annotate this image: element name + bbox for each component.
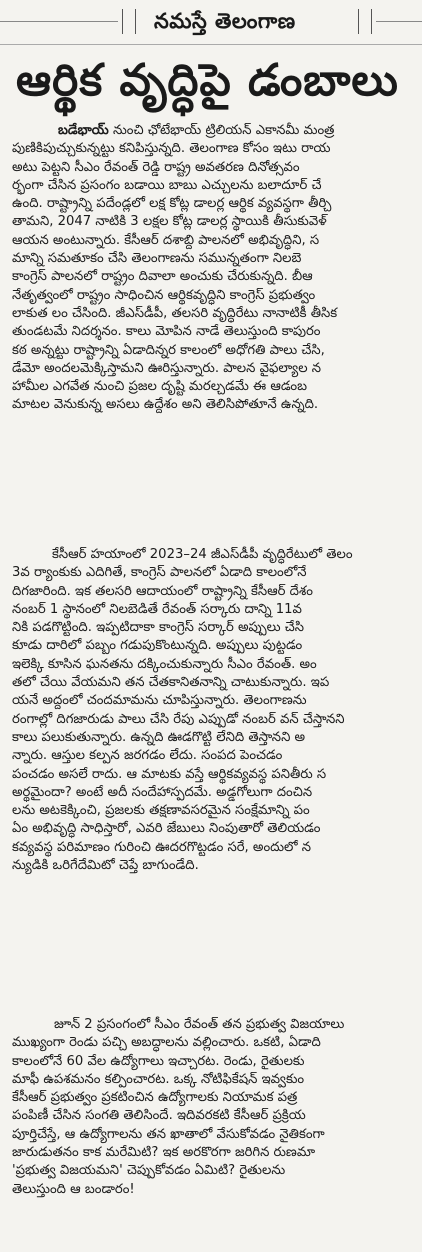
article-line-text: న్యుడికి ఒరిగేదేమిటో చెప్తే బాగుండేది. [12, 858, 199, 874]
article-line-text: డేమో అందలమెక్కిస్తామని ఊరిస్తున్నారు. పాలన వైఫల్యాల న [12, 360, 321, 376]
article-line-text: ఉంది. రాష్ట్రాన్ని పదేండ్లలో లక్ష కోట్ల డాలర్ల ఆర్థిక వ్యవస్థగా తీర్చి [12, 196, 332, 212]
article-line [0, 323, 422, 341]
article-line-text: కేసీఆర్ ప్రభుత్వం ప్రకటించిన ఉద్యోగాలకు నియామక పత్ర [12, 1090, 298, 1106]
masthead-rule-right [376, 21, 422, 22]
article-line [0, 305, 422, 323]
article-line [0, 1126, 422, 1144]
article-paragraph-2 [0, 546, 422, 875]
article-line-text: హామీల ఎగవేత నుంచి ప్రజల దృష్టి మరల్చడమే ఈ ఆడంబ [12, 379, 308, 395]
article-line [0, 619, 422, 637]
article-line [0, 1089, 422, 1107]
article-line [0, 711, 422, 729]
article-line [0, 287, 422, 305]
article-paragraph-3 [0, 1016, 422, 1199]
article-line-text: కాంగ్రెస్ పాలనలో రాష్ట్రం దివాలా అంచుకు చేరుకున్నది. బీఆ [12, 269, 313, 285]
article-lead-word: బడేభాయ్ [58, 123, 109, 138]
article-line-text: తామని, 2047 నాటికి 3 లక్షల కోట్ల డాలర్ల స్థాయికి తీసుకువెళ్ [12, 214, 327, 230]
article-line-text: 3వ ర్యాంకుకు ఎదిగితే, కాంగ్రెస్ పాలనలో ఏడాది కాలంలోనే [12, 565, 307, 581]
article-line-text: పూర్తిచేస్తే, ఆ ఉద్యోగాలను తన ఖాతాలో వేసుకోవడం నైతికంగా [12, 1126, 325, 1142]
masthead [0, 0, 422, 45]
article-line [0, 1107, 422, 1125]
article-line [0, 1181, 422, 1199]
article-line [0, 820, 422, 838]
article-line [0, 637, 422, 655]
article-line [0, 122, 422, 140]
article-line-text: ఆయన అంటున్నారు. కేసీఆర్ దశాబ్ది పాలనలో అభివృద్ధిని, స [12, 232, 320, 248]
article-line [0, 747, 422, 765]
article-line [0, 1162, 422, 1180]
article-line-text: నంబర్ 1 స్థానంలో నిలబెడితే రేవంత్ సర్కారు దాన్ని 11వ [12, 601, 302, 617]
article-line [0, 1071, 422, 1089]
article-line [0, 378, 422, 396]
article-line-text: కూడు దారిలో పబ్బం గడుపుకొంటున్నది. అప్పులు పుట్టడం [12, 638, 303, 654]
article-line [0, 692, 422, 710]
article-line [0, 1144, 422, 1162]
article-line [0, 1053, 422, 1071]
article-line-text: జారుడుతనం కాక మరేమిటి? ఇక అరకొరగా జరిగిన రుణమా [12, 1145, 316, 1161]
article-line-text: ఏం అభివృద్ధి సాధిస్తారో, ఎవరి జేబులు నింపుతారో తెలియడం [12, 821, 321, 837]
article-line [0, 268, 422, 286]
article-line [0, 601, 422, 619]
article-line-text: తెలుస్తుంది ఆ బండారం! [12, 1181, 135, 1197]
article-line-text: నేతృత్వంలో రాష్ట్రం సాధించిన ఆర్థికవృద్ధిని కాంగ్రెస్ ప్రభుత్వం [12, 287, 316, 303]
article-line-text: నికి పడగొట్టింది. ఇప్పటిదాకా కాంగ్రెస్ సర్కార్ అప్పులు చేసి [12, 620, 304, 636]
article-headline: ఆర్థిక వృద్ధిపై డంబాలు [16, 55, 399, 106]
article-line [0, 396, 422, 414]
article-line-text: తుండటమే నిదర్శనం. కాలు మోపిన నాడే తెలుస్తుంది కాపురం [12, 324, 321, 340]
article-line-text: అటు పెట్టని సీఎం రేవంత్ రెడ్డి రాష్ట్ర అవతరణ దినోత్సవం [12, 159, 300, 175]
article-line [0, 195, 422, 213]
article-line-text: పుణికిపుచ్చుకున్నట్టు కనిపిస్తున్నది. తెలంగాణ కోసం ఇటు రాయ [12, 141, 331, 157]
article-line [0, 839, 422, 857]
article-line-text: నుంచి ఛోటేభాయ్ ట్రిలియన్ ఎకానమీ మంత్ర [108, 123, 335, 138]
article-line-text: మాన్ని సమతూకం చేసి తెలంగాణను సమున్నతంగా నిలబె [12, 251, 302, 267]
article-line-text: పంచడం అసలే రాదు. ఆ మాటకు వస్తే ఆర్థికవ్యవస్థ పనితీరు స [12, 766, 327, 782]
article-line-text: రంగాల్లో దిగజారుడు పాలు చేసి రేపు ఎప్పుడో నంబర్ వన్ చేస్తానని [12, 711, 345, 727]
article-line-text: ఇలెక్కి కూసిన ఘనతను దక్కించుకున్నారు సీఎం రేవంత్. అం [12, 656, 317, 672]
article-line [0, 802, 422, 820]
article-line-text: 'ప్రభుత్వ విజయమని' చెప్పుకోవడం ఏమిటి? రైతులను [12, 1163, 286, 1179]
article-line [0, 1016, 422, 1034]
article-line [0, 213, 422, 231]
article-line-text: దిగజారింది. ఇక తలసరి ఆదాయంలో రాష్ట్రాన్ని కేసీఆర్ దేశం [12, 583, 313, 599]
article-line [0, 360, 422, 378]
article-line-text: పంపిణీ చేసిన సంగతి తెలిసిందే. ఇదివరకటి కేసీఆర్ ప్రక్రియ [12, 1108, 306, 1124]
article-line-text: మాటల వెనుకున్న అసలు ఉద్దేశం అని తెలిసిపోతూనే ఉన్నది. [12, 397, 319, 413]
article-line-text: తలో చేయి వేయమని తన చేతకానితనాన్ని చాటుకున్నారు. ఇప [12, 675, 330, 691]
article-line-text: కవ్యవస్థ పరిమాణం గురించి ఊదరగొట్టడం సరే, అందులో న [12, 839, 312, 855]
article-line [0, 250, 422, 268]
article-paragraph-1 [0, 122, 422, 415]
article-line-text: జూన్ 2 ప్రసంగంలో సీఎం రేవంత్ తన ప్రభుత్వ విజయాలు [54, 1017, 345, 1032]
article-line [0, 766, 422, 784]
article-line-text: అర్థమైందా? అంటే అదీ సందేహాస్పదమే. అడ్డగోలుగా దంచిన [12, 784, 313, 800]
article-line-text: లను అటకెక్కించి, ప్రజలకు తక్షణావసరమైన సంక్షేమాన్ని పం [12, 803, 310, 819]
article-line [0, 140, 422, 158]
article-line-text: కాలంలోనే 60 వేల ఉద్యోగాలు ఇచ్చారట. రెండు, రైతులకు [12, 1053, 305, 1069]
article-line [0, 674, 422, 692]
masthead-mark-left [122, 9, 136, 34]
article-line-text: ర్భంగా చేసిన ప్రసంగం బడాయి బాబు ఎచ్చులను బలాదూర్ చే [12, 177, 322, 193]
article-line-text: మాఫీ ఉపశమనం కల్పించారట. ఒక్క నోటిఫికేషన్ ఇవ్వకుం [12, 1071, 305, 1087]
article-line [0, 784, 422, 802]
article-line [0, 857, 422, 875]
article-line-text: న్నారు. ఆస్తుల కల్పన జరగడం లేదు. సంపద పెంచడం [12, 748, 283, 764]
article-line [0, 177, 422, 195]
article-line-text: లాకుత లం చేసింది. జీఎస్‌డీపీ, తలసరి వృద్ధిరేటు నానాటికీ తీసిక [12, 305, 338, 321]
article-line [0, 729, 422, 747]
newspaper-name: నమస్తే తెలంగాణ [148, 9, 302, 39]
article-line-text: కేసీఆర్ హయాంలో 2023–24 జీఎస్‌డీపీ వృద్ధిరేటులో తెలం [52, 547, 353, 562]
article-line-text: కఠ అన్నట్టు రాష్ట్రాన్ని ఏడాదిన్నర కాలంలో అధోగతి పాలు చేసి, [12, 342, 325, 358]
article-line-text: ముఖ్యంగా రెండు పచ్చి అబద్ధాలను వల్లించారు. ఒకటి, ఏడాది [12, 1035, 321, 1051]
article-line-text: యనే అద్దంలో చందమామను చూపిస్తున్నారు. తెలంగాణను [12, 693, 307, 709]
article-line [0, 656, 422, 674]
article-line [0, 1034, 422, 1052]
article-line [0, 564, 422, 582]
article-line [0, 232, 422, 250]
article-line-text: కాలు పలుకుతున్నారు. ఉన్నది ఊడగొట్టి లేనిది తెస్తానని అ [12, 729, 306, 745]
article-line [0, 546, 422, 564]
article-line [0, 342, 422, 360]
article-line [0, 583, 422, 601]
masthead-mark-right [358, 9, 372, 34]
article-line [0, 159, 422, 177]
masthead-rule-left [0, 21, 118, 22]
